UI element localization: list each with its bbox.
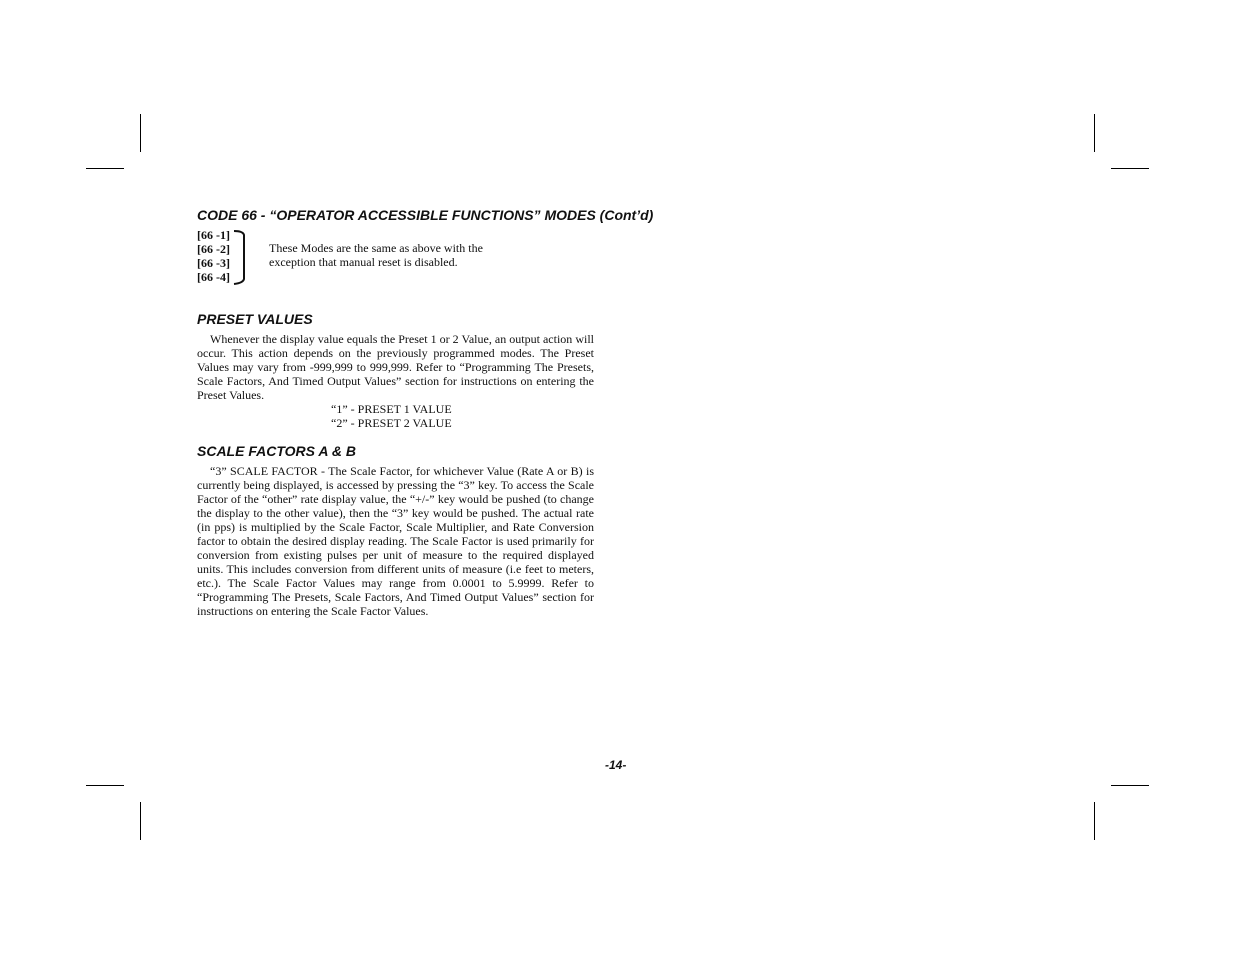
scale-factors-heading: SCALE FACTORS A & B — [197, 443, 356, 459]
code-item: [66 -1] — [197, 228, 230, 242]
preset-2-key-line: “2” - PRESET 2 VALUE — [331, 416, 452, 430]
page-number: -14- — [605, 758, 627, 772]
crop-mark-bottom-left-vertical — [140, 802, 141, 840]
crop-mark-top-left-vertical — [140, 114, 141, 152]
code-group-note — [269, 241, 509, 269]
code66-heading: CODE 66 - “OPERATOR ACCESSIBLE FUNCTIONS” MODES (Cont’d) — [197, 207, 654, 223]
code-item: [66 -2] — [197, 242, 230, 256]
crop-mark-bottom-right-vertical — [1094, 802, 1095, 840]
crop-mark-bottom-right-horizontal — [1111, 785, 1149, 786]
scale-factors-paragraph: “3” SCALE FACTOR - The Scale Factor, for whichever Value (Rate A or B) is currently being displayed, is accessed by pressing the “3” key. To access the Scale Factor of the “other” rate display value, the “+/-” key would be pushed (to change the display to the other value), then the “3” key would be pushed. The actual rate (in pps) is multiplied by the Scale Factor, Scale Multiplier, and Rate Conversion factor to obtain the desired display reading. The Scale Factor is used primarily for conversion from existing pulses per unit of measure to the required displayed units. This includes conversion from different units of measure (i.e feet to meters, etc.). The Scale Factor Values may range from 0.0001 to 5.9999. Refer to “Programming The Presets, Scale Factors, And Timed Output Values” section for instructions on entering the Scale Factor Values. — [197, 464, 594, 618]
note-line: exception that manual reset is disabled. — [269, 255, 458, 269]
preset-1-key-line: “1” - PRESET 1 VALUE — [331, 402, 452, 416]
crop-mark-bottom-left-horizontal — [86, 785, 124, 786]
crop-mark-top-right-vertical — [1094, 114, 1095, 152]
preset-values-paragraph: Whenever the display value equals the Preset 1 or 2 Value, an output action will occur. This action depends on the previously programmed modes. The Preset Values may vary from -999,999 to 999,999. Refer to “Programming The Presets, Scale Factors, And Timed Output Values” section for instructions on entering the Preset Values. — [197, 332, 594, 402]
code-item: [66 -4] — [197, 270, 230, 284]
note-line: These Modes are the same as above with the — [269, 241, 483, 255]
crop-mark-top-left-horizontal — [86, 168, 124, 169]
grouping-bracket — [233, 229, 247, 285]
crop-mark-top-right-horizontal — [1111, 168, 1149, 169]
code-item: [66 -3] — [197, 256, 230, 270]
preset-values-heading: PRESET VALUES — [197, 311, 313, 327]
code-list — [197, 228, 230, 284]
